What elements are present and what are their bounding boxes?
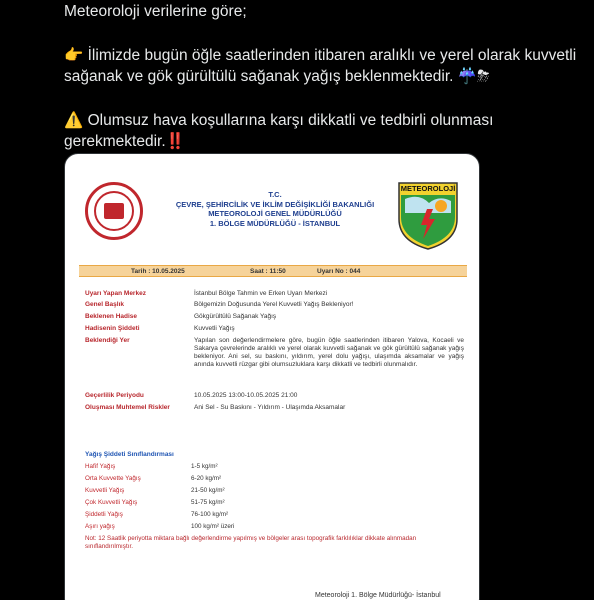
doc-time: Saat : 11:50 [250,268,286,275]
post-line-warning-cont: gerekmektedir.‼️ [64,133,185,150]
post-text [64,0,584,152]
doc-date: Tarih : 10.05.2025 [131,268,185,275]
post-image[interactable] [64,153,480,600]
date-bar [79,265,467,277]
ministry-seal-icon [85,182,143,240]
post-line-forecast [64,45,584,66]
header-ministry: ÇEVRE, ŞEHİRCİLİK VE İKLİM DEĞİŞİKLİĞİ BAKANLIĞI [175,199,375,209]
warning-text: Olumsuz hava koşullarına karşı dikkatli ve tedbirli olunması [87,112,494,129]
forecast-text: İlimizde bugün öğle saatlerinden itibaren aralıklı ve yerel olarak kuvvetli [87,47,577,64]
post-line-warning [64,110,584,131]
pointing-hand-icon: 👉 [64,47,84,64]
header-tc: T.C. [268,190,282,199]
svg-text:METEOROLOJİ: METEOROLOJİ [400,184,456,193]
classification-note: Not: 12 Saatlik periyotta miktara bağlı değerlendirme yapılmış ve bölgeler arası topografik farklılıklar dikkate alınmadan sınıflandırılmıştır. [85,535,417,550]
document-footer: Meteoroloji 1. Bölge Müdürlüğü- İstanbul [315,592,441,599]
post-line-intro: Meteoroloji verilerine göre; [64,3,247,20]
header-directorate: METEOROLOJİ GENEL MÜDÜRLÜĞÜ [208,209,342,218]
header-region: 1. BÖLGE MÜDÜRLÜĞÜ - İSTANBUL [209,218,341,228]
warning-document: T.C. ÇEVRE, ŞEHİRCİLİK VE İKLİM DEĞİŞİKLİĞİ BAKANLIĞI METEOROLOJİ GENEL MÜDÜRLÜĞÜ 1. BÖLGE MÜDÜRLÜĞÜ - İSTANBUL METEOROLOJİ Tarih : 10.05.2025 Saat : 11:50 Uyarı No : 044 Uyarı Yapan Merkez İstanbul Bölge Tahmin ve Erken Uyarı Merkezi Genel Başlık Bölgemizin Doğusunda Yerel Kuvvetli Yağış Bekleniyor! Beklenen Hadise Gökgürültülü Sağanak Yağış Hadisenin Şiddeti Kuvvetli Yağış Beklendiği Yer Yapılan son değerlendirmelere göre, bugün öğle saatlerinden itibaren Yalova, Kocaeli ve Sakarya çevrelerinde aralıklı ve yerel olarak kuvvetli sağanak ve gök gürültülü sağanak yağış bekleniyor. Ani sel, su baskını, yıldırım, yerel dolu yağışı, ulaşımda aksamalar ve yağış anında kuvvetli rüzgar gibi olumsuzluklara karşı dikkatli ve tedbirli olunmalıdır. Geçerlilik Periyodu 10.05.2025 13:00-10.05.2025 21:00 Oluşması Muhtemel Riskler Ani Sel - Su Baskını - Yıldırım - Ulaşımda Aksamalar Yağış Şiddeti Sınıflandırması Hafif Yağış 1-5 kg/m² Orta Kuvvette Yağış 6-20 kg/m² Kuvvetli Yağış 21-50 kg/m² Çok Kuvvetli Yağış 51-75 kg/m² Şiddetli Yağış 76-100 kg/m² Aşırı yağış 100 kg/m² üzeri Not: 12 Saatlik periyotta miktara bağlı değerlendirme yapılmış ve bölgeler arası topografik farklılıklar dikkate alınmadan sınıflandırılmıştır. Meteoroloji 1. Bölge Müdürlüğü- İstanbul [65,154,479,600]
warning-icon: ⚠️ [64,112,84,129]
meteoroloji-logo-icon [397,179,459,251]
document-header [160,190,390,228]
post-line-forecast-cont: sağanak ve gök gürültülü sağanak yağış beklenmektedir. ☔⛈ [64,68,490,85]
severity-title: Yağış Şiddeti Sınıflandırması [85,451,174,458]
doc-number: Uyarı No : 044 [317,268,361,275]
